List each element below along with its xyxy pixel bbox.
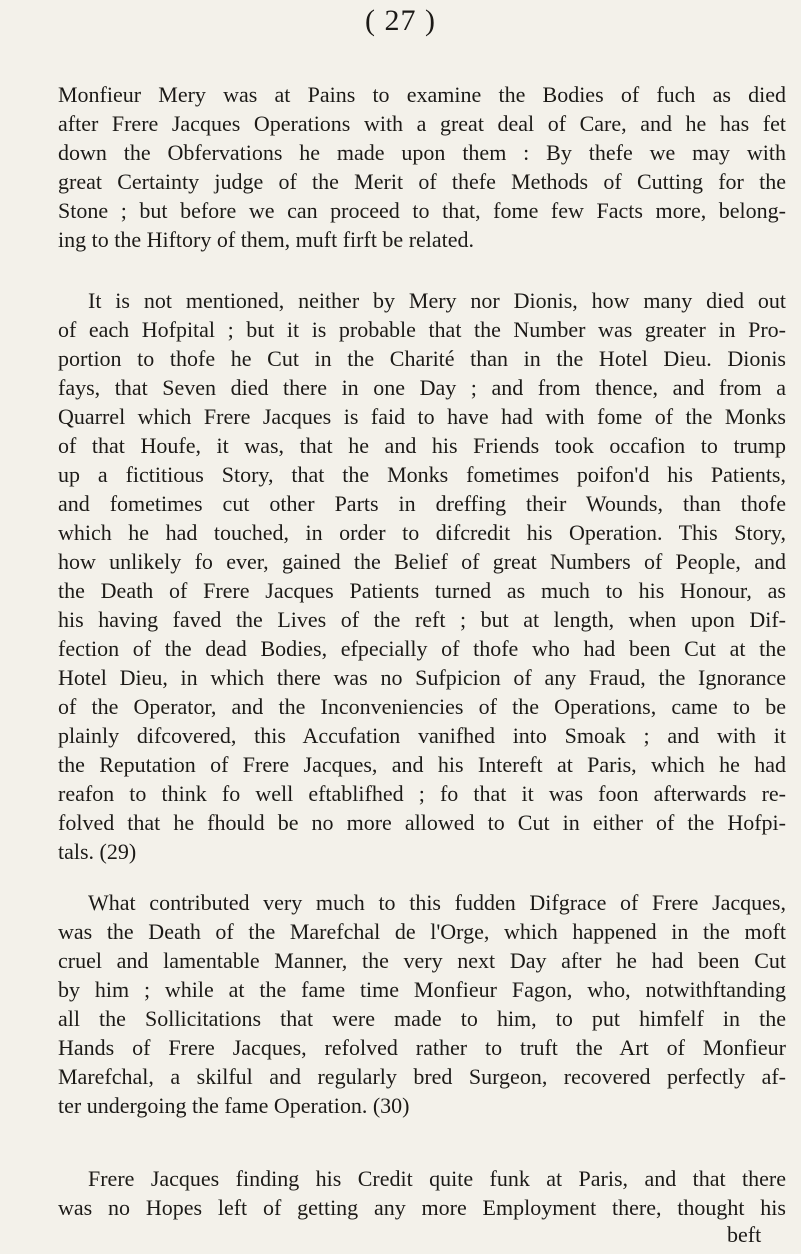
- text-line: Hotel Dieu, in which there was no Sufpicion of any Fraud, the Ignorance: [58, 665, 786, 690]
- paragraph-1: [58, 80, 786, 254]
- text-line: the Reputation of Frere Jacques, and his Intereft at Paris, which he had: [58, 752, 786, 777]
- text-line: What contributed very much to this fudden Difgrace of Frere Jacques,: [88, 890, 786, 915]
- text-line: plainly difcovered, this Accufation vanifhed into Smoak ; and with it: [58, 723, 786, 748]
- text-line: by him ; while at the fame time Monfieur Fagon, who, notwithftanding: [58, 977, 786, 1002]
- text-line: cruel and lamentable Manner, the very next Day after he had been Cut: [58, 948, 786, 973]
- text-line: after Frere Jacques Operations with a great deal of Care, and he has fet: [58, 111, 786, 136]
- catchword: beft: [727, 1222, 762, 1247]
- text-line: his having faved the Lives of the reft ; but at length, when upon Dif-: [58, 607, 786, 632]
- text-line: up a fictitious Story, that the Monks fometimes poifon'd his Patients,: [58, 462, 786, 487]
- text-line: reafon to think fo well eftablifhed ; fo that it was foon afterwards re-: [58, 781, 786, 806]
- text-line: was the Death of the Marefchal de l'Orge, which happened in the moft: [58, 919, 786, 944]
- text-line: all the Sollicitations that were made to him, to put himfelf in the: [58, 1006, 786, 1031]
- text-line: how unlikely fo ever, gained the Belief of great Numbers of People, and: [58, 549, 786, 574]
- text-line: was no Hopes left of getting any more Employment there, thought his: [58, 1195, 786, 1220]
- text-line: of each Hofpital ; but it is probable that the Number was greater in Pro-: [58, 317, 786, 342]
- text-line: of the Operator, and the Inconveniencies of the Operations, came to be: [58, 694, 786, 719]
- text-line: Frere Jacques finding his Credit quite funk at Paris, and that there: [88, 1166, 786, 1191]
- text-line: folved that he fhould be no more allowed to Cut in either of the Hofpi-: [58, 810, 786, 835]
- text-line: fection of the dead Bodies, efpecially of thofe who had been Cut at the: [58, 636, 786, 661]
- text-line: and fometimes cut other Parts in dreffing their Wounds, than thofe: [58, 491, 786, 516]
- text-line: Quarrel which Frere Jacques is faid to have had with fome of the Monks: [58, 404, 786, 429]
- text-line: down the Obfervations he made upon them : By thefe we may with: [58, 140, 786, 165]
- text-line: of that Houfe, it was, that he and his Friends took occafion to trump: [58, 433, 786, 458]
- text-line: Stone ; but before we can proceed to that, fome few Facts more, belong-: [58, 198, 786, 223]
- paragraph-3: [58, 888, 786, 1120]
- paragraph-4: [58, 1164, 786, 1222]
- text-line: fays, that Seven died there in one Day ; and from thence, and from a: [58, 375, 786, 400]
- text-line: ing to the Hiftory of them, muft firft be related.: [58, 227, 475, 252]
- text-line: Hands of Frere Jacques, refolved rather to truft the Art of Monfieur: [58, 1035, 786, 1060]
- paragraph-2: [58, 286, 786, 866]
- text-line: Marefchal, a skilful and regularly bred Surgeon, recovered perfectly af-: [58, 1064, 786, 1089]
- text-line: It is not mentioned, neither by Mery nor Dionis, how many died out: [88, 288, 786, 313]
- text-line: which he had touched, in order to difcredit his Operation. This Story,: [58, 520, 786, 545]
- text-line: portion to thofe he Cut in the Charité than in the Hotel Dieu. Dionis: [58, 346, 786, 371]
- text-line: great Certainty judge of the Merit of thefe Methods of Cutting for the: [58, 169, 786, 194]
- text-line: the Death of Frere Jacques Patients turned as much to his Honour, as: [58, 578, 786, 603]
- text-line: tals. (29): [58, 839, 137, 864]
- page-number: ( 27 ): [365, 4, 436, 37]
- text-line: ter undergoing the fame Operation. (30): [58, 1093, 410, 1118]
- text-line: Monfieur Mery was at Pains to examine the Bodies of fuch as died: [58, 82, 786, 107]
